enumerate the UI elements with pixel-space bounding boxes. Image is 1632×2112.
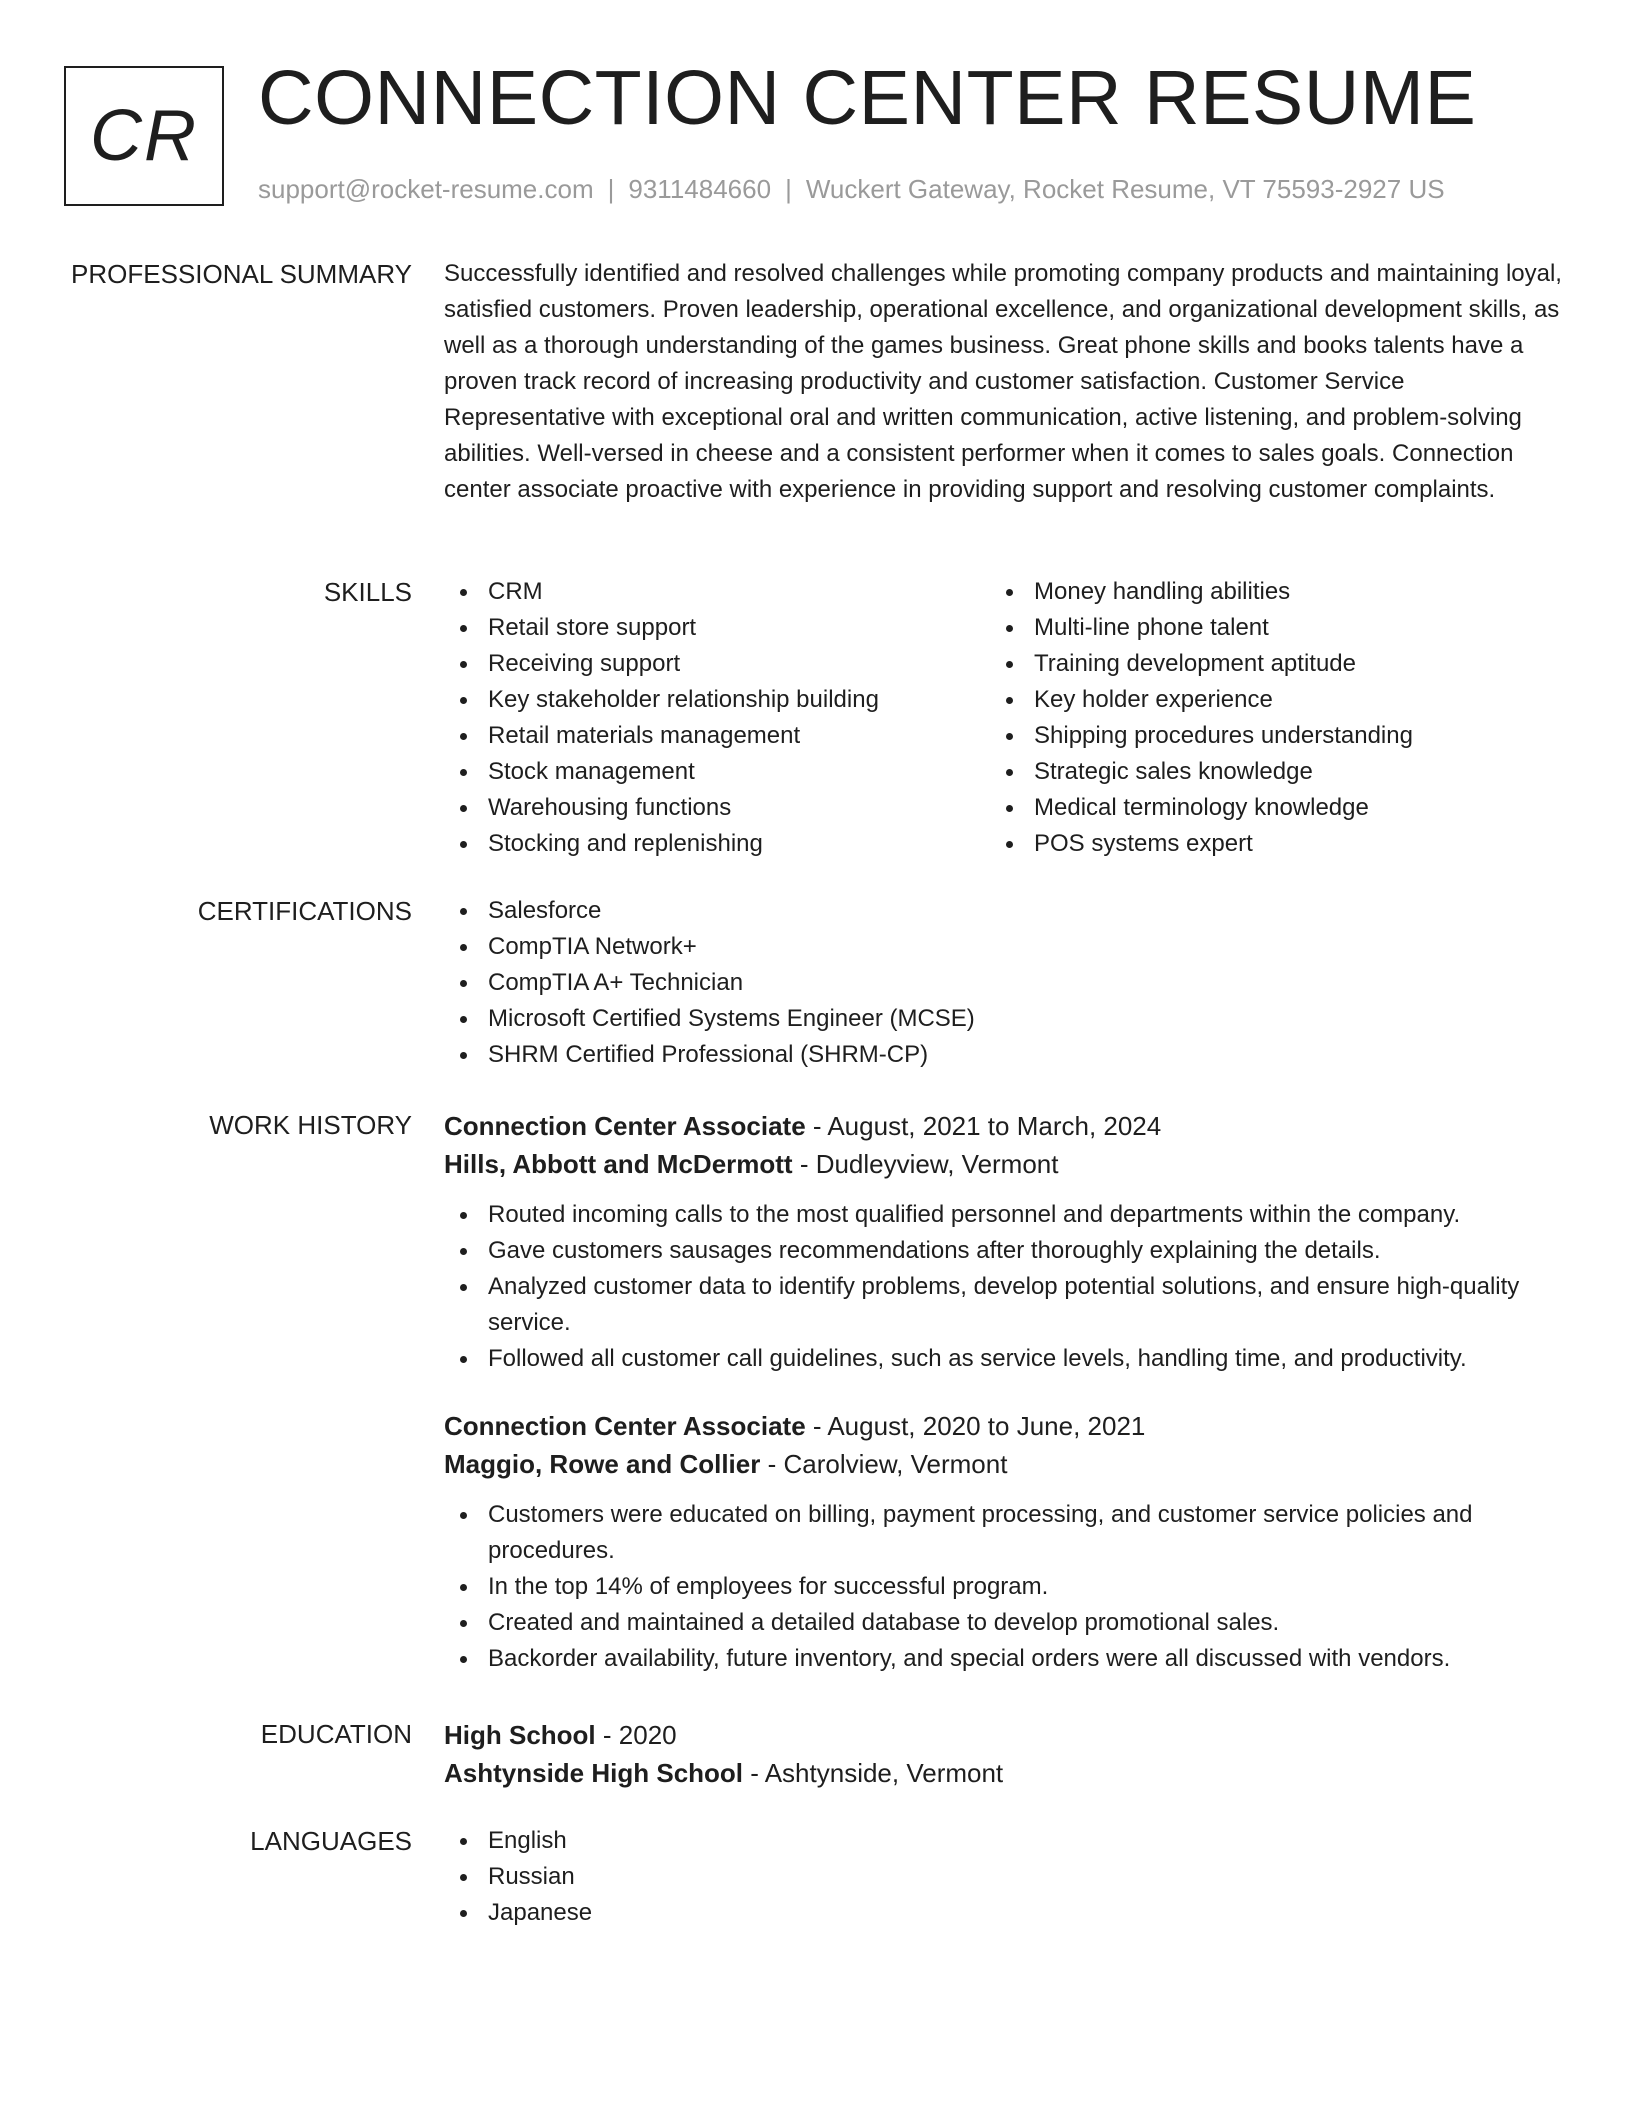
- skill-item: Retail store support: [444, 610, 990, 646]
- job-bullet: In the top 14% of employees for successful program.: [444, 1569, 1564, 1605]
- languages-body: [444, 1823, 1564, 1931]
- skills-list-left: [444, 574, 990, 862]
- section-label-certifications: CERTIFICATIONS: [197, 896, 412, 926]
- monogram-initials: CR: [90, 96, 198, 176]
- job-bullet: Followed all customer call guidelines, such as service levels, handling time, and productivity.: [444, 1341, 1564, 1377]
- certification-item: CompTIA A+ Technician: [444, 965, 1564, 1001]
- monogram-box: [64, 66, 224, 206]
- work-history-body: [444, 1107, 1564, 1707]
- education-degree-line: [444, 1716, 1564, 1754]
- job-bullets: [444, 1497, 1564, 1677]
- summary-body: [444, 256, 1564, 508]
- job-bullet: Analyzed customer data to identify problems, develop potential solutions, and ensure high-quality service.: [444, 1269, 1564, 1341]
- certifications-list: [444, 893, 1564, 1073]
- skills-list-right: [990, 574, 1536, 862]
- skill-item: Key holder experience: [990, 682, 1536, 718]
- resume-title: CONNECTION CENTER RESUME: [258, 55, 1477, 141]
- education-school: Ashtynside High School: [444, 1758, 744, 1788]
- section-label-skills: SKILLS: [323, 577, 412, 607]
- job-dates: - August, 2020 to June, 2021: [805, 1411, 1146, 1441]
- job-dates: - August, 2021 to March, 2024: [805, 1111, 1162, 1141]
- languages-list: [444, 1823, 1564, 1931]
- summary-text: Successfully identified and resolved challenges while promoting company products and maintaining loyal, satisfied customers. Proven leadership, operational excellence, and organizational development skills, as well as a thorough understanding of the games business. Great phone skills and books talents have a proven track record of increasing productivity and customer satisfaction. Customer Service Representative with exceptional oral and written communication, active listening, and problem-solving abilities. Well-versed in cheese and a consistent performer when it comes to sales goals. Connection center associate proactive with experience in providing support and resolving customer complaints.: [444, 260, 1562, 503]
- job-entry: [444, 1407, 1564, 1677]
- job-title-line: [444, 1107, 1564, 1145]
- skill-item: Key stakeholder relationship building: [444, 682, 990, 718]
- contact-address: Wuckert Gateway, Rocket Resume, VT 75593-2927 US: [805, 174, 1445, 204]
- certification-item: SHRM Certified Professional (SHRM-CP): [444, 1037, 1564, 1073]
- contact-line: [258, 174, 1445, 205]
- certification-item: Salesforce: [444, 893, 1564, 929]
- job-company-line: [444, 1445, 1564, 1483]
- job-bullets: [444, 1197, 1564, 1377]
- language-item: Russian: [444, 1859, 1564, 1895]
- section-label-education: EDUCATION: [260, 1719, 412, 1749]
- job-bullet: Gave customers sausages recommendations after thoroughly explaining the details.: [444, 1233, 1564, 1269]
- job-bullet: Routed incoming calls to the most qualified personnel and departments within the company.: [444, 1197, 1564, 1233]
- education-school-line: [444, 1754, 1564, 1792]
- section-label-languages: LANGUAGES: [250, 1826, 412, 1856]
- job-title: Connection Center Associate: [444, 1111, 806, 1141]
- job-location: - Carolview, Vermont: [760, 1449, 1008, 1479]
- certifications-body: [444, 893, 1564, 1073]
- job-entry: [444, 1107, 1564, 1377]
- skills-body: [444, 574, 1564, 862]
- skill-item: Shipping procedures understanding: [990, 718, 1536, 754]
- language-item: English: [444, 1823, 1564, 1859]
- skill-item: Strategic sales knowledge: [990, 754, 1536, 790]
- contact-separator: |: [785, 174, 792, 204]
- job-title-line: [444, 1407, 1564, 1445]
- contact-email: support@rocket-resume.com: [258, 174, 594, 204]
- job-location: - Dudleyview, Vermont: [792, 1149, 1059, 1179]
- skill-item: Warehousing functions: [444, 790, 990, 826]
- skill-item: Stock management: [444, 754, 990, 790]
- education-location: - Ashtynside, Vermont: [743, 1758, 1004, 1788]
- skill-item: Training development aptitude: [990, 646, 1536, 682]
- contact-separator: |: [607, 174, 615, 204]
- section-label-work-history: WORK HISTORY: [209, 1110, 412, 1140]
- skill-item: Stocking and replenishing: [444, 826, 990, 862]
- job-title: Connection Center Associate: [444, 1411, 806, 1441]
- skill-item: Receiving support: [444, 646, 990, 682]
- job-bullet: Created and maintained a detailed database to develop promotional sales.: [444, 1605, 1564, 1641]
- skill-item: Money handling abilities: [990, 574, 1536, 610]
- education-year: - 2020: [595, 1720, 677, 1750]
- job-company-line: [444, 1145, 1564, 1183]
- job-company: Maggio, Rowe and Collier: [444, 1449, 761, 1479]
- job-bullet: Customers were educated on billing, payment processing, and customer service policies and procedures.: [444, 1497, 1564, 1569]
- certification-item: CompTIA Network+: [444, 929, 1564, 965]
- certification-item: Microsoft Certified Systems Engineer (MCSE): [444, 1001, 1564, 1037]
- job-company: Hills, Abbott and McDermott: [444, 1149, 793, 1179]
- skill-item: Multi-line phone talent: [990, 610, 1536, 646]
- skill-item: POS systems expert: [990, 826, 1536, 862]
- language-item: Japanese: [444, 1895, 1564, 1931]
- section-label-summary: PROFESSIONAL SUMMARY: [71, 259, 412, 289]
- skill-item: Medical terminology knowledge: [990, 790, 1536, 826]
- education-body: [444, 1716, 1564, 1792]
- education-degree: High School: [444, 1720, 596, 1750]
- skill-item: Retail materials management: [444, 718, 990, 754]
- skill-item: CRM: [444, 574, 990, 610]
- contact-phone: 9311484660: [628, 174, 772, 204]
- job-bullet: Backorder availability, future inventory, and special orders were all discussed with vendors.: [444, 1641, 1564, 1677]
